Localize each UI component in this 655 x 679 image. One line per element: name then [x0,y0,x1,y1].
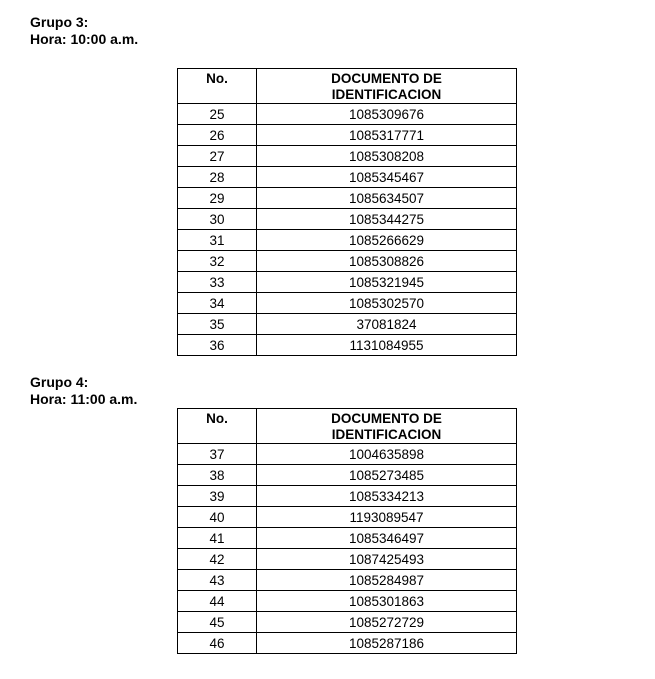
table-row [178,528,517,549]
row-document-id: 1085334213 [257,486,517,507]
group-3-table [177,68,517,356]
row-document-id: 1085266629 [257,230,517,251]
row-number: 36 [178,335,257,356]
row-number: 29 [178,188,257,209]
row-document-id: 1085345467 [257,167,517,188]
group-4-table [177,408,517,654]
row-number: 37 [178,444,257,465]
row-number: 35 [178,314,257,335]
header-document-text: DOCUMENTO DE IDENTIFICACION [331,71,442,102]
row-document-id: 1193089547 [257,507,517,528]
table-row [178,230,517,251]
table-header-row [178,409,517,444]
row-document-id: 1085287186 [257,633,517,654]
table-row [178,146,517,167]
table-row [178,293,517,314]
row-document-id: 1085273485 [257,465,517,486]
group-title: Grupo 4: [30,374,89,390]
row-document-id: 1085321945 [257,272,517,293]
row-number: 38 [178,465,257,486]
row-number: 39 [178,486,257,507]
row-document-id: 1085309676 [257,104,517,125]
row-number: 43 [178,570,257,591]
row-document-id: 1004635898 [257,444,517,465]
row-document-id: 1085634507 [257,188,517,209]
group-3-heading [30,14,138,48]
row-document-id: 1085317771 [257,125,517,146]
group-4-heading [30,374,137,408]
header-document-text: DOCUMENTO DE IDENTIFICACION [331,411,442,442]
row-document-id: 1085284987 [257,570,517,591]
row-number: 41 [178,528,257,549]
row-number: 25 [178,104,257,125]
table-row [178,167,517,188]
header-number: No. [178,69,257,104]
row-number: 33 [178,272,257,293]
row-number: 44 [178,591,257,612]
group-time: Hora: 10:00 a.m. [30,31,139,47]
row-document-id: 1085344275 [257,209,517,230]
table-row [178,104,517,125]
row-number: 28 [178,167,257,188]
table-row [178,251,517,272]
header-number: No. [178,409,257,444]
table-row [178,507,517,528]
row-document-id: 37081824 [257,314,517,335]
table-row [178,314,517,335]
group-time: Hora: 11:00 a.m. [30,391,138,407]
row-number: 34 [178,293,257,314]
row-document-id: 1085308208 [257,146,517,167]
table-row [178,591,517,612]
table-row [178,633,517,654]
table-header-row [178,69,517,104]
table-row [178,125,517,146]
table-row [178,612,517,633]
row-document-id: 1085346497 [257,528,517,549]
row-number: 46 [178,633,257,654]
row-number: 31 [178,230,257,251]
row-document-id: 1087425493 [257,549,517,570]
table-row [178,486,517,507]
table-body [178,104,517,356]
table-body [178,444,517,654]
row-number: 30 [178,209,257,230]
row-document-id: 1085302570 [257,293,517,314]
header-document [257,409,517,444]
row-number: 32 [178,251,257,272]
row-document-id: 1085301863 [257,591,517,612]
table-row [178,188,517,209]
table-row [178,272,517,293]
row-document-id: 1131084955 [257,335,517,356]
row-document-id: 1085272729 [257,612,517,633]
table-row [178,465,517,486]
row-number: 40 [178,507,257,528]
header-document [257,69,517,104]
row-number: 26 [178,125,257,146]
table-row [178,335,517,356]
row-document-id: 1085308826 [257,251,517,272]
table-row [178,570,517,591]
table-row [178,444,517,465]
group-title: Grupo 3: [30,14,89,30]
row-number: 27 [178,146,257,167]
row-number: 42 [178,549,257,570]
row-number: 45 [178,612,257,633]
table-row [178,209,517,230]
table-row [178,549,517,570]
